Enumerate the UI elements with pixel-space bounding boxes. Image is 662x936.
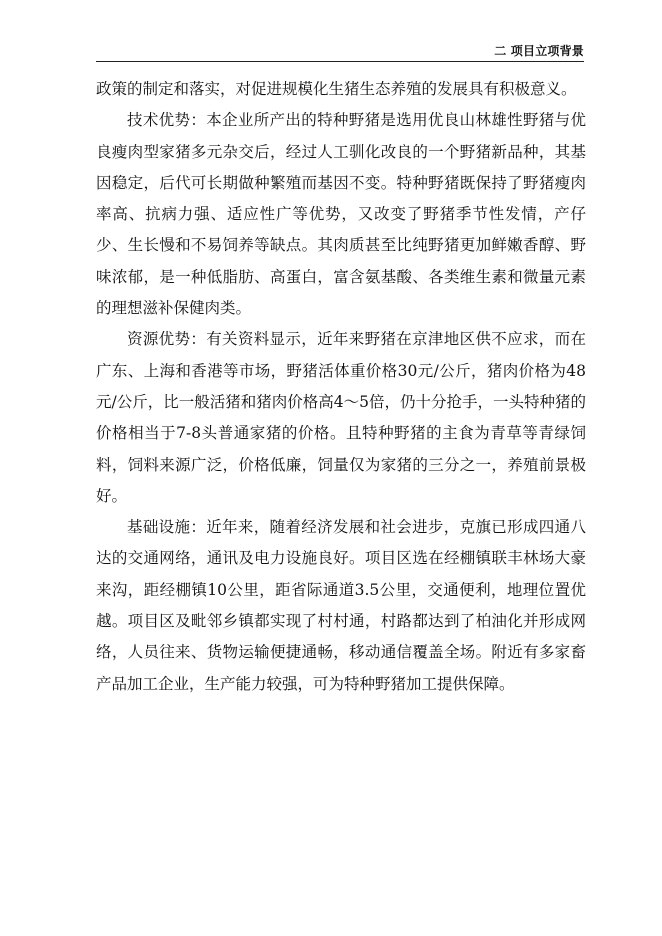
paragraph-policy-conclusion: 政策的制定和落实，对促进规模化生猪生态养殖的发展具有积极意义。	[96, 80, 577, 98]
running-header: 二 项目立项背景	[494, 44, 584, 58]
paragraph-technical-advantage: 技术优势：本企业所产出的特种野猪是选用优良山林雄性野猪与优良瘦肉型家猪多元杂交后，经过人工驯化改良的一个野猪新品种，其基因稳定，后代可长期做种繁殖而基因不变。特种野猪既保持了野猪瘦肉率高、抗病力强、适应性广等优势，又改变了野猪季节性发情，产仔少、生长慢和不易饲养等缺点。其肉质甚至比纯野猪更加鲜嫩香醇、野味浓郁，是一种低脂肪、高蛋白，富含氨基酸、各类维生素和微量元素的理想滋补保健肉类。	[96, 111, 586, 318]
body-text	[96, 74, 586, 700]
header-divider	[96, 61, 584, 62]
paragraph-resource-advantage: 资源优势：有关资料显示，近年来野猪在京津地区供不应求，而在广东、上海和香港等市场，野猪活体重价格30元/公斤，猪肉价格为48元/公斤，比一般活猪和猪肉价格高4～5倍，仍十分抢手，一头特种猪的价格相当于7-8头普通家猪的价格。且特种野猪的主食为青草等青绿饲料，饲料来源广泛，价格低廉，饲量仅为家猪的三分之一，养殖前景极好。	[96, 330, 586, 505]
paragraph-infrastructure: 基础设施：近年来，随着经济发展和社会进步，克旗已形成四通八达的交通网络，通讯及电力设施良好。项目区选在经棚镇联丰林场大豪来沟，距经棚镇10公里，距省际通道3.5公里，交通便利，地理位置优越。项目区及毗邻乡镇都实现了村村通，村路都达到了柏油化并形成网络，人员往来、货物运输便捷通畅，移动通信覆盖全场。附近有多家畜产品加工企业，生产能力较强，可为特种野猪加工提供保障。	[96, 518, 586, 693]
